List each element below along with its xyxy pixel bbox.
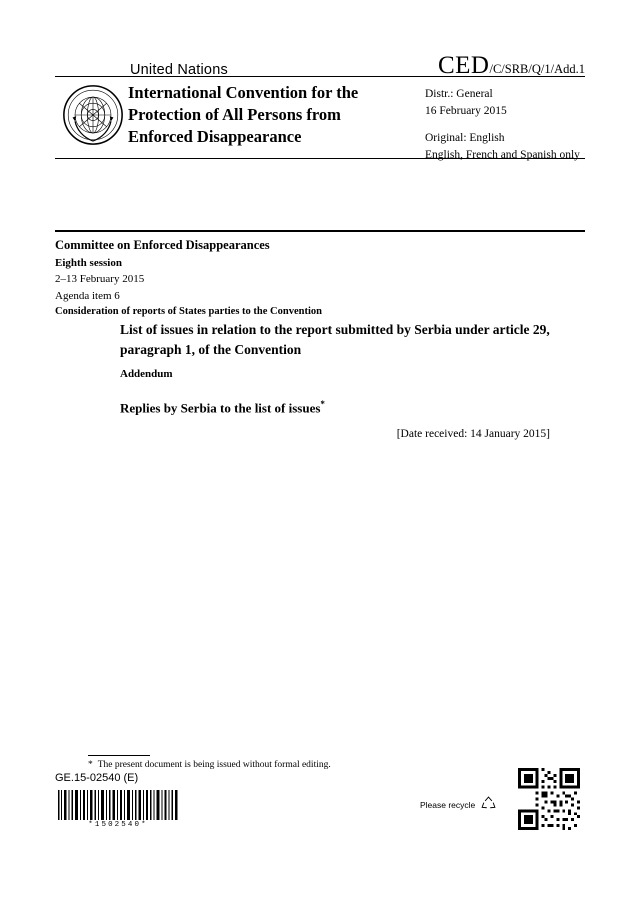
committee-block	[55, 236, 585, 320]
recycle-label: Please recycle	[420, 799, 476, 810]
page-title: List of issues in relation to the report submitted by Serbia under article 29, paragraph 1, of the Convention	[120, 322, 550, 357]
original-language: Original: English	[425, 132, 505, 145]
job-number: GE.15-02540 (E)	[55, 772, 139, 784]
committee-session-dates: 2–13 February 2015	[55, 273, 145, 286]
footnote-divider	[88, 755, 150, 756]
barcode-icon	[57, 790, 179, 820]
header-divider-bottom	[55, 158, 585, 159]
recycle-icon	[480, 795, 497, 814]
agenda-item-title: Consideration of reports of States parties to the Convention	[55, 306, 322, 318]
committee-session: Eighth session	[55, 256, 122, 269]
barcode-digits: *1502540*	[88, 821, 148, 829]
date-received: [Date received: 14 January 2015]	[396, 428, 550, 440]
header-divider-top	[55, 76, 585, 77]
document-symbol-suffix: /C/SRB/Q/1/Add.1	[489, 62, 585, 76]
agenda-item: Agenda item 6	[55, 289, 120, 302]
organization-name: United Nations	[130, 62, 228, 78]
footnote	[88, 760, 331, 770]
addendum-label: Addendum	[120, 368, 173, 380]
document-subtitle-text: Replies by Serbia to the list of issues	[120, 400, 321, 416]
un-emblem-icon	[62, 84, 124, 146]
committee-divider	[55, 230, 585, 232]
recycle-notice	[420, 795, 497, 814]
document-symbol-prefix: CED	[437, 52, 490, 79]
distribution-label: Distr.: General	[425, 88, 493, 100]
distribution-block	[425, 86, 590, 175]
committee-name: Committee on Enforced Disappearances	[55, 238, 270, 252]
convention-title: International Convention for the Protection of All Persons from Enforced Disappearance	[128, 83, 359, 146]
footnote-marker: *	[88, 760, 93, 770]
available-languages: English, French and Spanish only	[425, 149, 580, 162]
footnote-text: The present document is being issued without formal editing.	[97, 760, 331, 770]
qr-code-icon	[518, 768, 580, 830]
distribution-date: 16 February 2015	[425, 104, 507, 117]
document-subtitle	[120, 399, 325, 416]
footnote-marker-ref: *	[320, 399, 325, 409]
